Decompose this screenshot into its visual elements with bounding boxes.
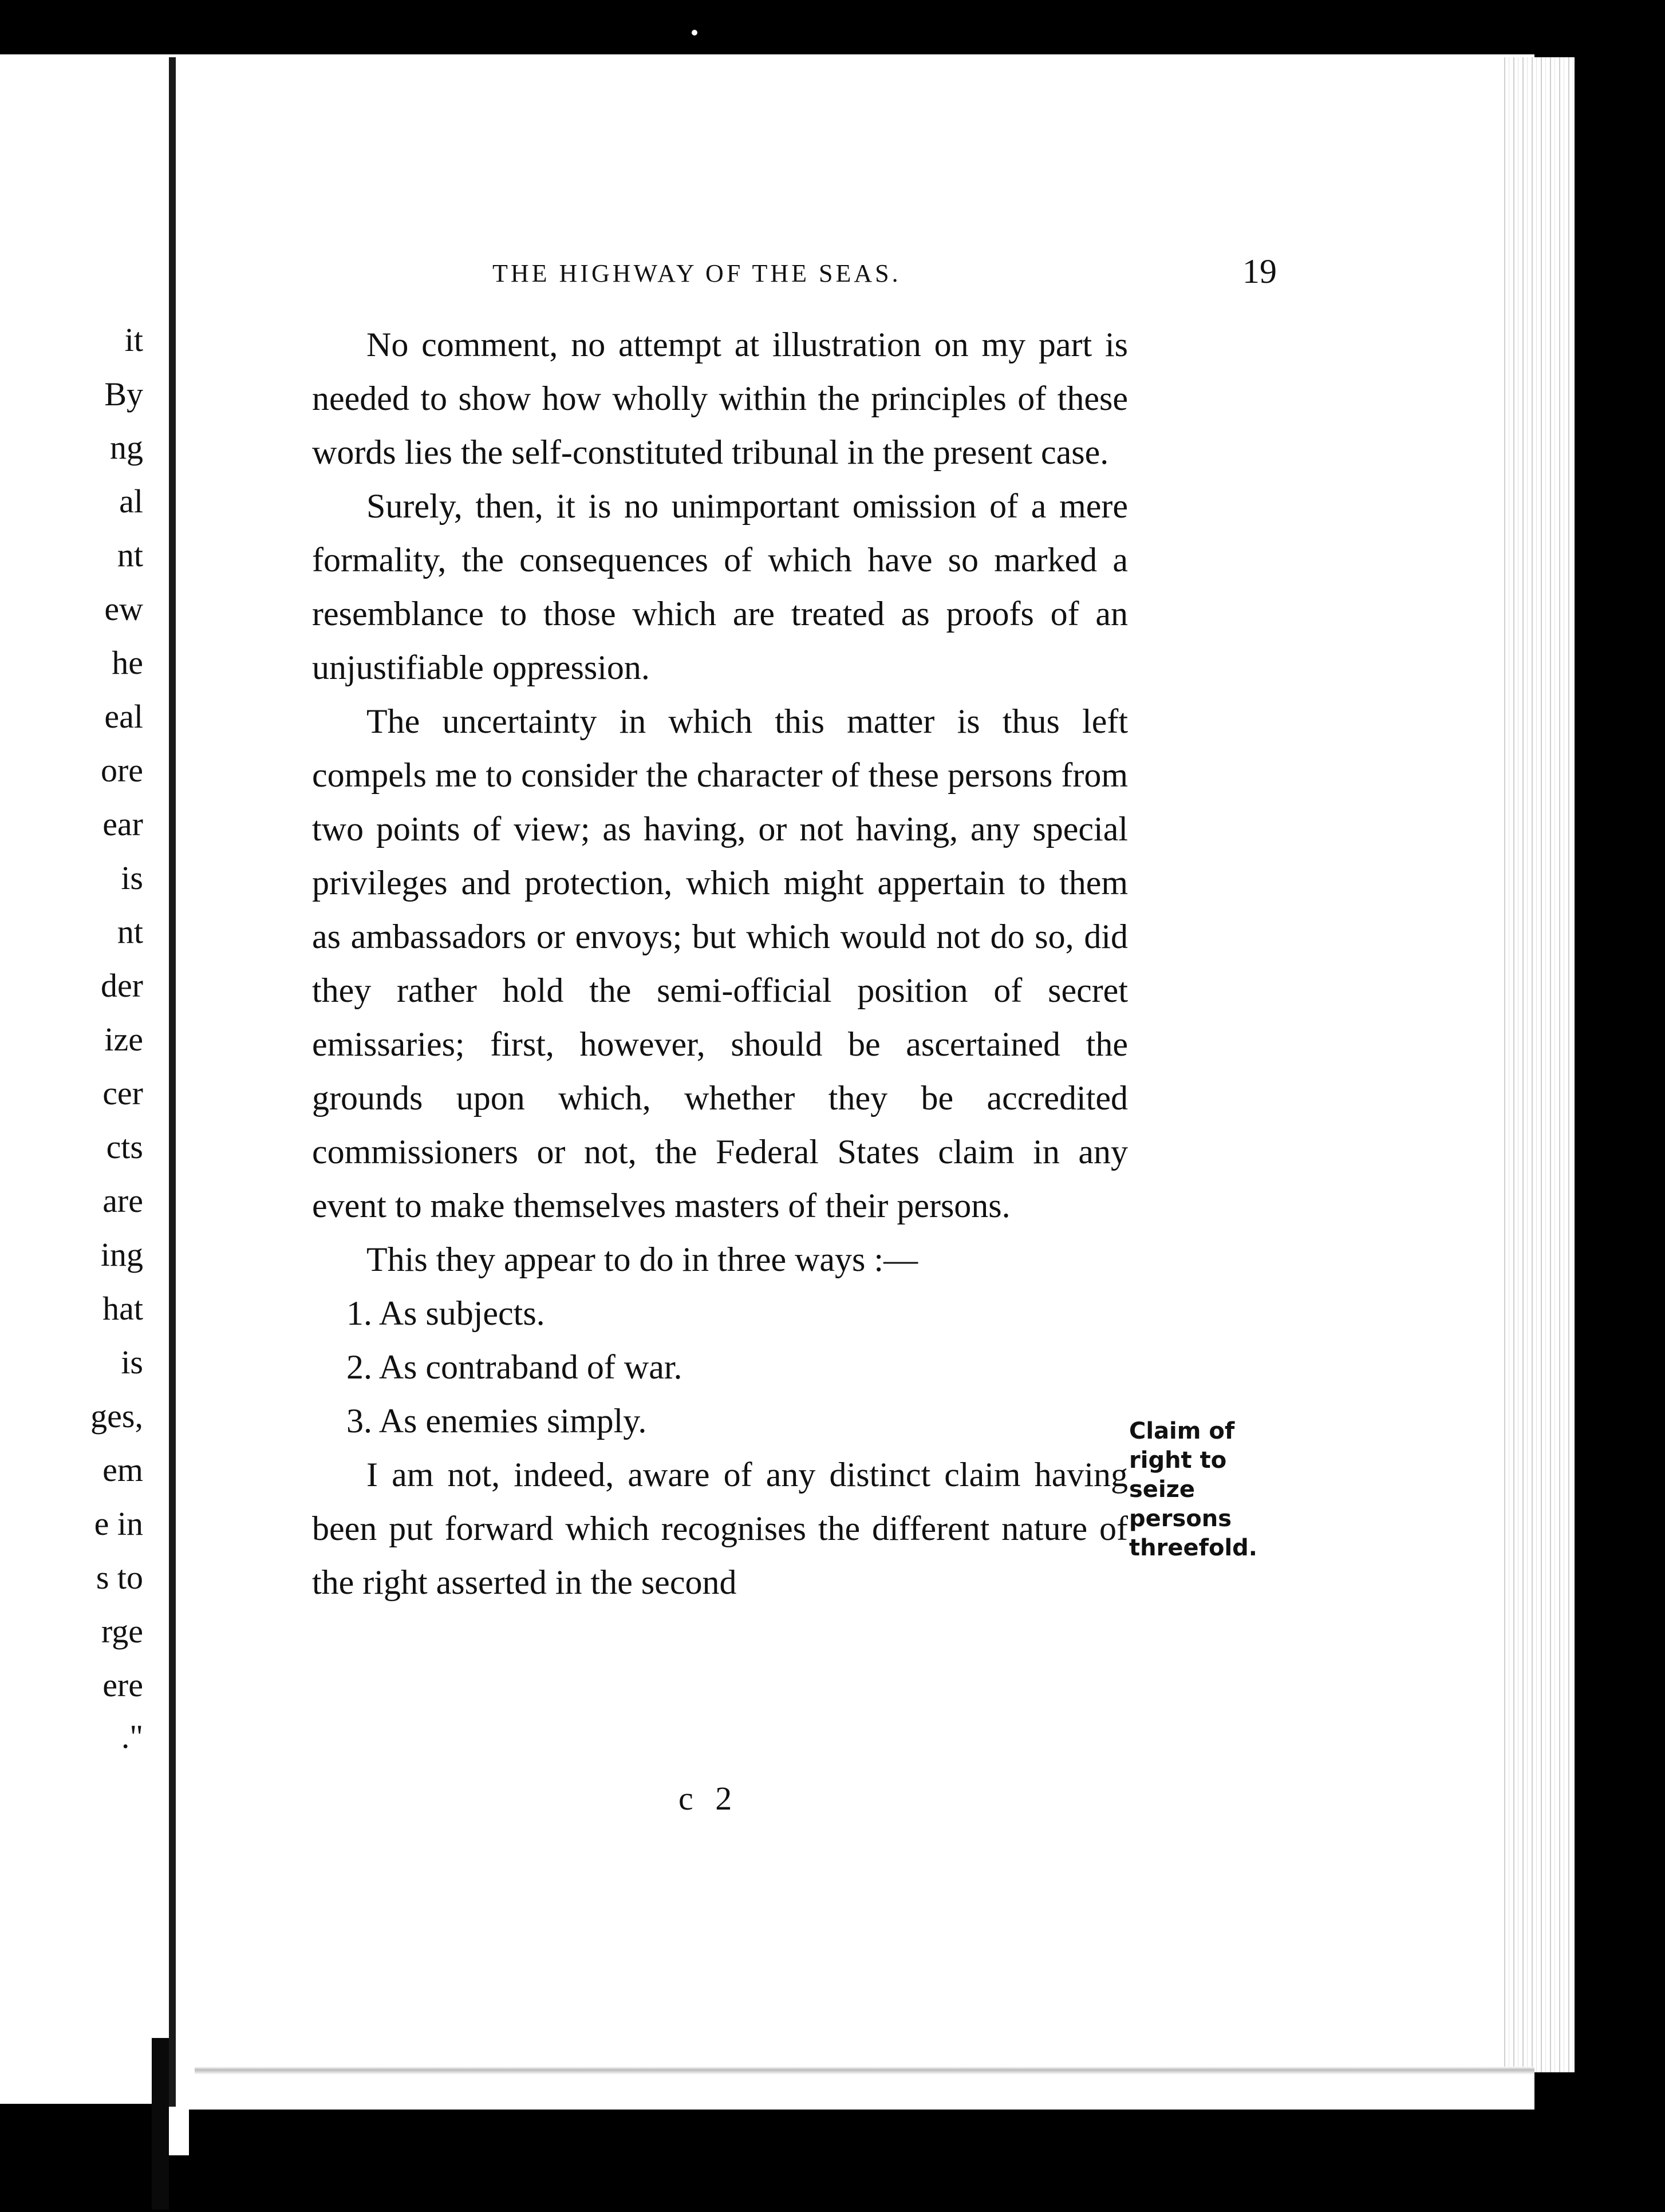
book-spine-foot: [152, 2038, 169, 2210]
page-edges: [1500, 57, 1575, 2072]
facing-page-fragment: ew: [104, 590, 143, 627]
paragraph: This they appear to do in three ways :—: [366, 1241, 918, 1278]
page-bottom-edge: [195, 2067, 1534, 2075]
paragraph: I am not, indeed, aware of any distinct claim having been put forward which recognises the different nature of the right asserted in the second: [312, 1456, 1128, 1601]
facing-page-fragment: al: [119, 483, 143, 520]
paragraph: The uncertainty in which this matter is thus left compels me to consider the character of these persons from two points of view; as having, or not having, any special privileges and protection, which might appertain to them as ambassadors or envoys; but which would not do so, did they rather hold the semi-official position of secret emissaries; first, however, should be ascertained the grounds upon which, whether they be accredited commissioners or not, the Federal States claim in any event to make themselves masters of their persons.: [312, 702, 1128, 1224]
marginal-note: Claim of right to seize persons threefold.: [1129, 1418, 1258, 1561]
facing-page-fragment: ges,: [90, 1397, 143, 1435]
facing-page-fragment: cts: [106, 1128, 143, 1166]
facing-page-fragment: e in: [94, 1505, 143, 1542]
facing-page-fragment: der: [100, 967, 143, 1004]
page-body: [312, 318, 1128, 1609]
facing-page-fragment: eal: [104, 698, 143, 735]
facing-page-fragment: are: [102, 1182, 143, 1219]
facing-page-fragment: ng: [110, 429, 143, 466]
facing-page-fragment: is: [121, 859, 143, 896]
signature-mark: c 2: [678, 1780, 739, 1817]
facing-page-fragment: cer: [102, 1075, 143, 1112]
facing-page-fragment: ear: [102, 805, 143, 843]
list-item: 2. As contraband of war.: [346, 1348, 682, 1386]
scan-dot: [692, 30, 697, 35]
facing-page-fragment: nt: [117, 913, 143, 950]
facing-page-fragment: nt: [117, 536, 143, 574]
list-item: 1. As subjects.: [346, 1294, 545, 1332]
facing-page-fragment: ing: [100, 1236, 143, 1273]
facing-page-fragment: .": [121, 1718, 143, 1755]
paragraph: No comment, no attempt at illustration on my part is needed to show how wholly within the principles of these words lies the self-constituted tribunal in the present case.: [312, 326, 1128, 471]
facing-page-fragment: ore: [100, 752, 143, 789]
paragraph: Surely, then, it is no unimportant omission of a mere formality, the consequences of which have so marked a resemblance to those which are treated as proofs of an unjustifiable oppression.: [312, 487, 1128, 686]
facing-page-fragment: it: [124, 321, 143, 358]
book-spine-shadow: [169, 57, 176, 2107]
facing-page-fragment: em: [102, 1451, 143, 1488]
facing-page-fragment: s to: [96, 1559, 143, 1596]
facing-page: [0, 54, 155, 2104]
facing-page-fragment: ize: [104, 1021, 143, 1058]
facing-page-fragment: ere: [102, 1666, 143, 1704]
facing-page-fragment: he: [112, 644, 143, 681]
facing-page-fragment: is: [121, 1344, 143, 1381]
page-number: 19: [1242, 252, 1277, 290]
facing-page-fragment: rge: [101, 1613, 143, 1650]
list-item: 3. As enemies simply.: [346, 1402, 647, 1440]
running-title: THE HIGHWAY OF THE SEAS.: [492, 259, 901, 287]
facing-page-fragment: hat: [102, 1290, 143, 1327]
facing-page-fragment: By: [104, 376, 143, 413]
